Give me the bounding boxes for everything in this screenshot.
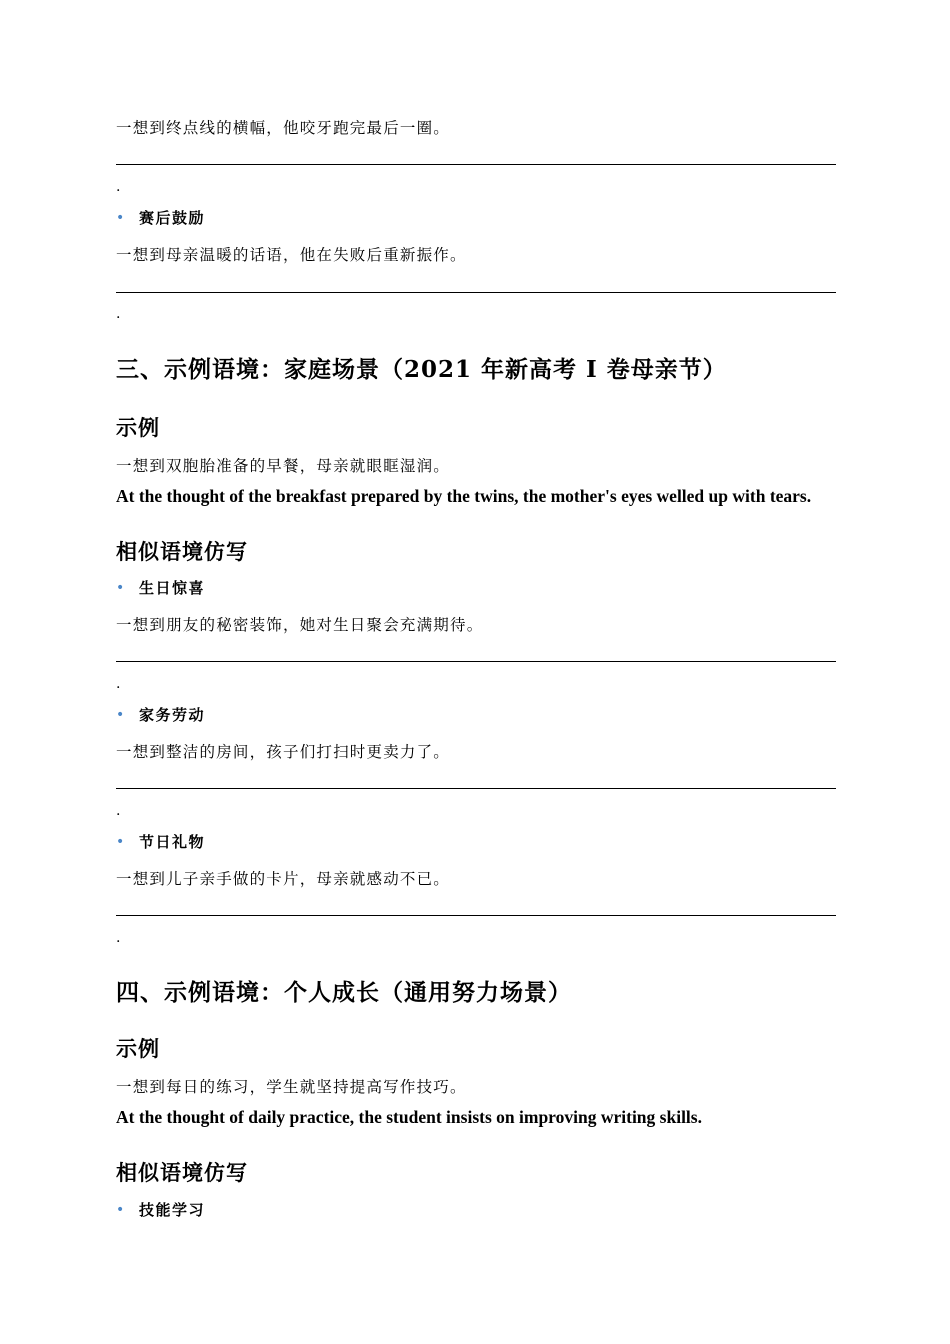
sentence-finish-line: 一想到终点线的横幅，他咬牙跑完最后一圈。 xyxy=(116,119,451,137)
example-sentence-cn: 一想到双胞胎准备的早餐，母亲就眼眶湿润。 xyxy=(116,457,451,475)
bullet-item-skill-learning xyxy=(116,1199,205,1220)
answer-line[interactable] xyxy=(116,292,836,293)
bullet-item-holiday-gift xyxy=(116,831,205,852)
example-sentence-cn: 一想到每日的练习，学生就坚持提高写作技巧。 xyxy=(116,1078,467,1096)
bullet-icon: • xyxy=(116,1201,125,1218)
bullet-label: 技能学习 xyxy=(139,1201,206,1219)
answer-period: . xyxy=(116,179,121,195)
practice-sentence: 一想到儿子亲手做的卡片，母亲就感动不已。 xyxy=(116,870,451,888)
bullet-label: 家务劳动 xyxy=(139,706,206,724)
section-title-growth: 四、示例语境：个人成长（通用努力场景） xyxy=(116,979,572,1006)
bullet-item-post-race xyxy=(116,207,205,228)
practice-sentence: 一想到整洁的房间，孩子们打扫时更卖力了。 xyxy=(116,743,451,761)
example-heading: 示例 xyxy=(116,1036,160,1061)
answer-period: . xyxy=(116,676,121,692)
bullet-item-birthday xyxy=(116,577,205,598)
bullet-icon: • xyxy=(116,209,125,226)
answer-line[interactable] xyxy=(116,788,836,789)
answer-period: . xyxy=(116,930,121,946)
sentence-mother-words: 一想到母亲温暖的话语，他在失败后重新振作。 xyxy=(116,246,467,264)
answer-line[interactable] xyxy=(116,164,836,165)
practice-heading: 相似语境仿写 xyxy=(116,1160,248,1185)
practice-sentence: 一想到朋友的秘密装饰，她对生日聚会充满期待。 xyxy=(116,616,484,634)
bullet-label: 节日礼物 xyxy=(139,833,206,851)
example-heading: 示例 xyxy=(116,415,160,440)
bullet-icon: • xyxy=(116,706,125,723)
example-sentence-en: At the thought of daily practice, the student insists on improving writing skills. xyxy=(116,1107,702,1127)
bullet-label: 生日惊喜 xyxy=(139,579,206,597)
bullet-icon: • xyxy=(116,833,125,850)
section-title-family: 三、示例语境：家庭场景（2021 年新高考 Ⅰ 卷母亲节） xyxy=(116,356,727,383)
bullet-icon: • xyxy=(116,579,125,596)
answer-line[interactable] xyxy=(116,915,836,916)
practice-heading: 相似语境仿写 xyxy=(116,539,248,564)
answer-line[interactable] xyxy=(116,661,836,662)
bullet-label: 赛后鼓励 xyxy=(139,209,206,227)
bullet-item-housework xyxy=(116,704,205,725)
answer-period: . xyxy=(116,803,121,819)
answer-period: . xyxy=(116,306,121,322)
example-sentence-en: At the thought of the breakfast prepared by the twins, the mother's eyes welled up with tears. xyxy=(116,486,812,506)
